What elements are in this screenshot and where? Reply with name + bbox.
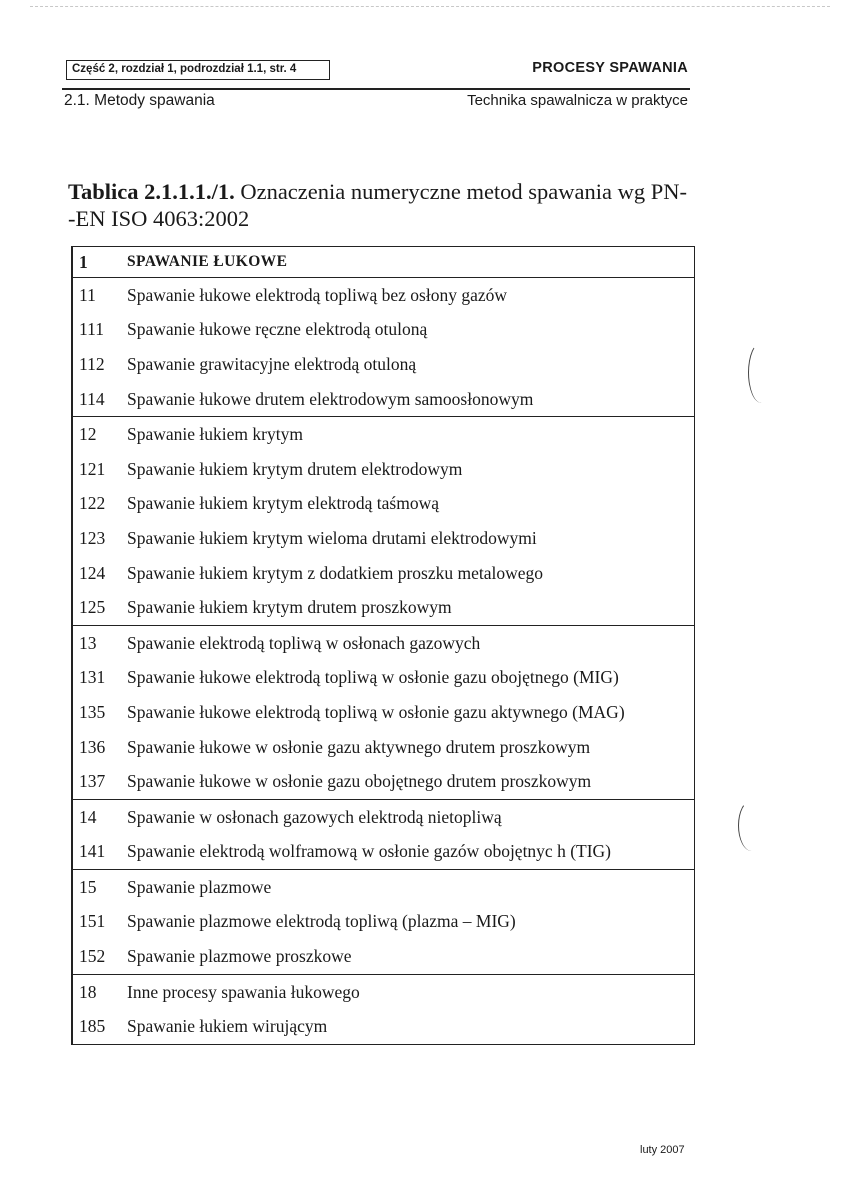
method-code: 141 bbox=[79, 841, 106, 862]
method-description: Spawanie łukowe w osłonie gazu aktywnego drutem proszkowym bbox=[127, 736, 591, 757]
method-description: Spawanie plazmowe elektrodą topliwą (plazma – MIG) bbox=[127, 911, 516, 932]
method-code: 12 bbox=[79, 424, 97, 445]
table-group bbox=[73, 974, 694, 1044]
table-row bbox=[73, 835, 694, 870]
method-description: Spawanie łukowe elektrodą topliwą w osłonie gazu aktywnego (MAG) bbox=[127, 701, 625, 722]
method-description: Spawanie łukowe drutem elektrodowym samoosłonowym bbox=[127, 388, 534, 409]
table-row bbox=[73, 452, 694, 487]
table-group bbox=[73, 277, 694, 416]
welding-methods-table bbox=[71, 246, 695, 1045]
method-code: 112 bbox=[79, 353, 105, 374]
method-description: Inne procesy spawania łukowego bbox=[127, 981, 360, 1002]
table-head-row bbox=[73, 247, 694, 277]
method-code: 15 bbox=[79, 876, 97, 897]
method-description: Spawanie w osłonach gazowych elektrodą nietopliwą bbox=[127, 806, 502, 827]
method-description: Spawanie plazmowe bbox=[127, 876, 272, 897]
method-description: Spawanie łukowe elektrodą topliwą bez osłony gazów bbox=[127, 284, 508, 305]
table-row bbox=[73, 939, 694, 974]
book-title: PROCESY SPAWANIA bbox=[532, 60, 688, 76]
table-row bbox=[73, 661, 694, 696]
table-row bbox=[73, 382, 694, 417]
table-row bbox=[73, 730, 694, 765]
table-row bbox=[73, 764, 694, 799]
method-description: Spawanie łukowe ręczne elektrodą otuloną bbox=[127, 319, 428, 340]
table-group bbox=[73, 799, 694, 869]
method-description: Spawanie plazmowe proszkowe bbox=[127, 946, 352, 967]
method-code: 14 bbox=[79, 806, 97, 827]
table-row bbox=[73, 870, 694, 905]
table-row bbox=[73, 590, 694, 625]
method-description: Spawanie łukowe elektrodą topliwą w osłonie gazu obojętnego (MIG) bbox=[127, 667, 619, 688]
method-description: Spawanie łukiem krytym z dodatkiem proszku metalowego bbox=[127, 562, 544, 583]
scan-bracket-mark bbox=[738, 800, 765, 851]
table-row bbox=[73, 556, 694, 591]
table-group bbox=[73, 416, 694, 625]
table-row bbox=[73, 800, 694, 835]
method-code: 18 bbox=[79, 981, 97, 1002]
method-description: Spawanie łukiem krytym wieloma drutami elektrodowymi bbox=[127, 527, 537, 548]
table-row bbox=[73, 487, 694, 522]
footer-date: luty 2007 bbox=[640, 1144, 685, 1156]
method-code: 124 bbox=[79, 562, 106, 583]
table-caption-text: Oznaczenia numeryczne metod spawania wg PN--EN ISO 4063:2002 bbox=[68, 179, 688, 231]
head-desc: SPAWANIE ŁUKOWE bbox=[127, 253, 288, 270]
series-title: Technika spawalnicza w praktyce bbox=[467, 92, 688, 109]
method-code: 11 bbox=[79, 284, 96, 305]
table-row bbox=[73, 905, 694, 940]
table-row bbox=[73, 347, 694, 382]
table-row bbox=[73, 695, 694, 730]
table-row bbox=[73, 626, 694, 661]
method-code: 137 bbox=[79, 771, 106, 792]
table-caption bbox=[68, 178, 693, 232]
header-divider bbox=[62, 88, 690, 90]
section-reference: Część 2, rozdział 1, podrozdział 1.1, str. 4 bbox=[66, 60, 330, 80]
method-code: 152 bbox=[79, 946, 106, 967]
method-code: 185 bbox=[79, 1016, 106, 1037]
table-row bbox=[73, 417, 694, 452]
method-description: Spawanie grawitacyjne elektrodą otuloną bbox=[127, 353, 417, 374]
head-code: 1 bbox=[79, 251, 88, 272]
method-code: 13 bbox=[79, 632, 97, 653]
table-row bbox=[73, 521, 694, 556]
table-head-group bbox=[73, 247, 694, 277]
chapter-title: 2.1. Metody spawania bbox=[64, 92, 215, 109]
scan-bracket-mark bbox=[748, 342, 775, 403]
scan-edge-line bbox=[30, 6, 830, 7]
method-description: Spawanie łukiem krytym drutem proszkowym bbox=[127, 597, 452, 618]
table-row bbox=[73, 313, 694, 348]
method-description: Spawanie elektrodą topliwą w osłonach gazowych bbox=[127, 632, 481, 653]
method-code: 125 bbox=[79, 597, 106, 618]
method-description: Spawanie elektrodą wolframową w osłonie gazów obojętnyc h (TIG) bbox=[127, 841, 612, 862]
method-description: Spawanie łukiem krytym bbox=[127, 424, 303, 445]
method-code: 121 bbox=[79, 458, 106, 479]
method-code: 111 bbox=[79, 319, 104, 340]
method-description: Spawanie łukiem krytym drutem elektrodowym bbox=[127, 458, 463, 479]
method-code: 135 bbox=[79, 701, 106, 722]
table-row bbox=[73, 975, 694, 1010]
method-code: 114 bbox=[79, 388, 105, 409]
method-description: Spawanie łukiem wirującym bbox=[127, 1016, 328, 1037]
method-code: 123 bbox=[79, 527, 106, 548]
method-code: 122 bbox=[79, 493, 106, 514]
table-group bbox=[73, 869, 694, 974]
method-description: Spawanie łukowe w osłonie gazu obojętnego drutem proszkowym bbox=[127, 771, 592, 792]
table-caption-label: Tablica 2.1.1.1./1. bbox=[68, 179, 235, 204]
method-description: Spawanie łukiem krytym elektrodą taśmową bbox=[127, 493, 440, 514]
method-code: 131 bbox=[79, 667, 106, 688]
table-group bbox=[73, 625, 694, 799]
method-code: 151 bbox=[79, 911, 106, 932]
table-row bbox=[73, 278, 694, 313]
method-code: 136 bbox=[79, 736, 106, 757]
table-row bbox=[73, 1009, 694, 1044]
